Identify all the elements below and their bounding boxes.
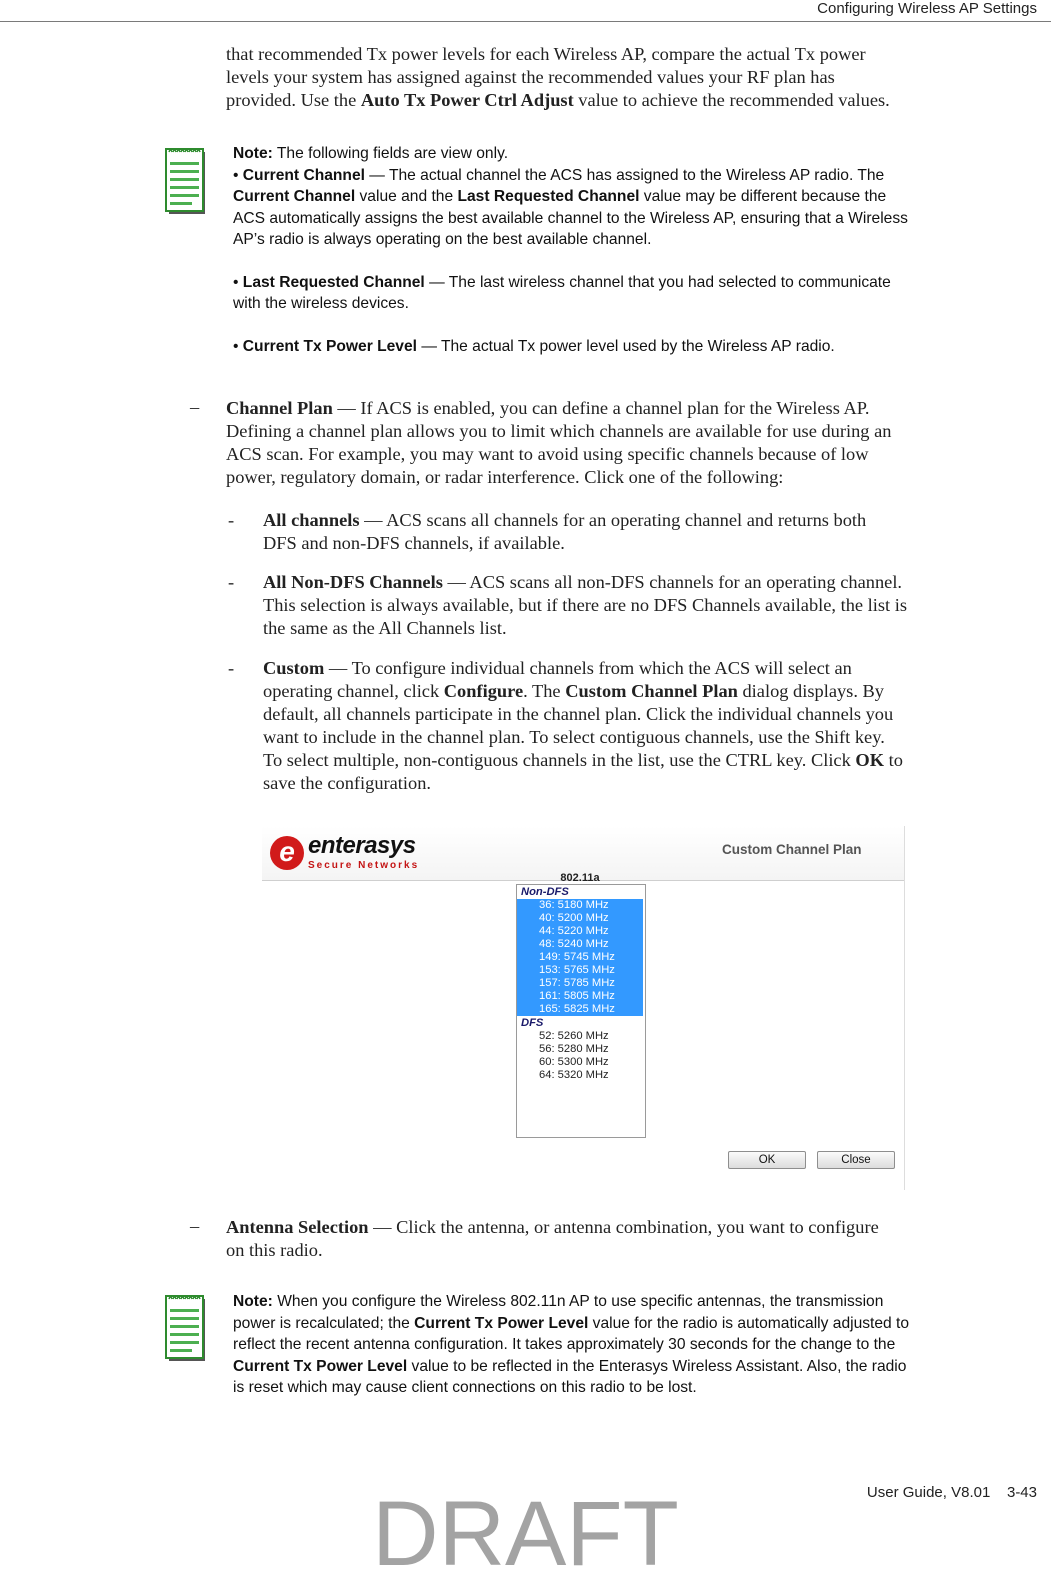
enterasys-tagline: Secure Networks xyxy=(308,860,420,871)
note-line: with the wireless devices. xyxy=(233,295,409,312)
option-custom: Custom — To configure individual channels from which the ACS will select an operating channel, click Configure. The Custom Channel Plan dialog displays. By default, all channels participate in the channel plan. Click the individual channels you want to include in the channel plan. To select contiguous channels, use the Shift key. To select multiple, non-contiguous channels in the list, use the CTRL key. Click OK to save the configuration. xyxy=(263,658,903,793)
antenna-selection-section: Antenna Selection — Click the antenna, or antenna combination, you want to configure on this radio. xyxy=(226,1217,879,1260)
auto-tx-power-term: Auto Tx Power Ctrl Adjust xyxy=(360,90,574,110)
intro-line: levels your system has assigned against the recommended values your RF plan has xyxy=(226,67,835,87)
enterasys-logo-icon: e xyxy=(270,836,304,870)
note-line: AP’s radio is always operating on the best available channel. xyxy=(233,231,652,248)
channel-listbox[interactable] xyxy=(516,884,646,1138)
note-icon xyxy=(165,148,207,214)
note-line: • Current Channel — The actual channel the ACS has assigned to the Wireless AP radio. The xyxy=(233,166,885,184)
list-dash: – xyxy=(190,397,200,417)
channel-plan-term: Channel Plan xyxy=(226,398,333,418)
enterasys-logo-text: enterasys xyxy=(308,832,416,859)
paragraph-line: Channel Plan — If ACS is enabled, you can define a channel plan for the Wireless AP. xyxy=(226,398,870,418)
close-button[interactable]: Close xyxy=(817,1151,895,1169)
paragraph-line: power, regulatory domain, or radar interference. Click one of the following: xyxy=(226,467,784,487)
channel-option[interactable]: 165: 5825 MHz xyxy=(517,1003,643,1016)
channel-option[interactable]: 157: 5785 MHz xyxy=(517,977,643,990)
channel-option[interactable]: 149: 5745 MHz xyxy=(517,951,643,964)
note-line: • Current Tx Power Level — The actual Tx power level used by the Wireless AP radio. xyxy=(233,337,835,355)
running-header: Configuring Wireless AP Settings xyxy=(817,0,1037,17)
custom-channel-plan-dialog xyxy=(262,826,905,1190)
note-line: Current Channel value and the Last Requested Channel value may be different because the xyxy=(233,188,887,205)
note-line: Note: The following fields are view only. xyxy=(233,145,509,162)
option-all-non-dfs: All Non-DFS Channels — ACS scans all non-DFS channels for an operating channel. This selection is always available, but if there are no DFS Channels available, the list is the same as the All Channels list. xyxy=(263,572,908,638)
non-dfs-channel-list xyxy=(517,899,645,1016)
header-rule xyxy=(0,21,1051,22)
channel-option[interactable]: 40: 5200 MHz xyxy=(517,912,643,925)
note-line: ACS automatically assigns the best available channel to the Wireless AP, ensuring that a Wireless xyxy=(233,209,908,227)
band-label: 802.11a xyxy=(560,872,600,884)
ok-button[interactable]: OK xyxy=(728,1151,806,1169)
intro-line: that recommended Tx power levels for each Wireless AP, compare the actual Tx power xyxy=(226,44,866,64)
channel-option[interactable]: 36: 5180 MHz xyxy=(517,899,643,912)
channel-option[interactable]: 161: 5805 MHz xyxy=(517,990,643,1003)
note-box xyxy=(233,143,1051,357)
intro-paragraph xyxy=(226,43,890,112)
dfs-channel-list xyxy=(517,1030,645,1082)
intro-line: provided. Use the Auto Tx Power Ctrl Adjust value to achieve the recommended values. xyxy=(226,90,890,110)
channel-option[interactable]: 64: 5320 MHz xyxy=(539,1069,609,1081)
option-all-channels: All channels — ACS scans all channels for an operating channel and returns both DFS and non-DFS channels, if available. xyxy=(263,510,867,553)
sub-hyphen: - xyxy=(228,510,235,530)
antenna-selection-term: Antenna Selection xyxy=(226,1217,369,1237)
channel-option[interactable]: 60: 5300 MHz xyxy=(539,1056,609,1068)
paragraph-line: Defining a channel plan allows you to limit which channels are available for use during an xyxy=(226,421,892,441)
group-non-dfs: Non-DFS xyxy=(521,886,569,898)
note-line: • Last Requested Channel — The last wireless channel that you had selected to communicate xyxy=(233,273,891,291)
sub-hyphen: - xyxy=(228,658,235,678)
paragraph-line: ACS scan. For example, you may want to avoid using specific channels because of low xyxy=(226,444,869,464)
note-box: Note: When you configure the Wireless 802.11n AP to use specific antennas, the transmission power is recalculated; the Current Tx Power Level value for the radio is automatically adjusted to reflect the recent antenna configuration. It takes approximately 30 seconds for the change to the Current Tx Power Level value to be reflected in the Enterasys Wireless Assistant. Also, the radio is reset which may cause client connections on this radio to be lost. xyxy=(233,1293,910,1396)
channel-option[interactable]: 52: 5260 MHz xyxy=(539,1030,609,1042)
draft-watermark: DRAFT xyxy=(372,1483,679,1585)
channel-option[interactable]: 48: 5240 MHz xyxy=(517,938,643,951)
channel-option[interactable]: 153: 5765 MHz xyxy=(517,964,643,977)
page-footer: User Guide, V8.01 3-43 xyxy=(866,1484,1037,1501)
list-dash: – xyxy=(190,1216,200,1236)
group-dfs: DFS xyxy=(521,1017,544,1029)
channel-option[interactable]: 56: 5280 MHz xyxy=(539,1043,609,1055)
note-icon xyxy=(165,1295,207,1361)
sub-hyphen: - xyxy=(228,572,235,592)
dialog-title: Custom Channel Plan xyxy=(722,842,862,857)
channel-option[interactable]: 44: 5220 MHz xyxy=(517,925,643,938)
channel-plan-section xyxy=(226,397,1051,489)
